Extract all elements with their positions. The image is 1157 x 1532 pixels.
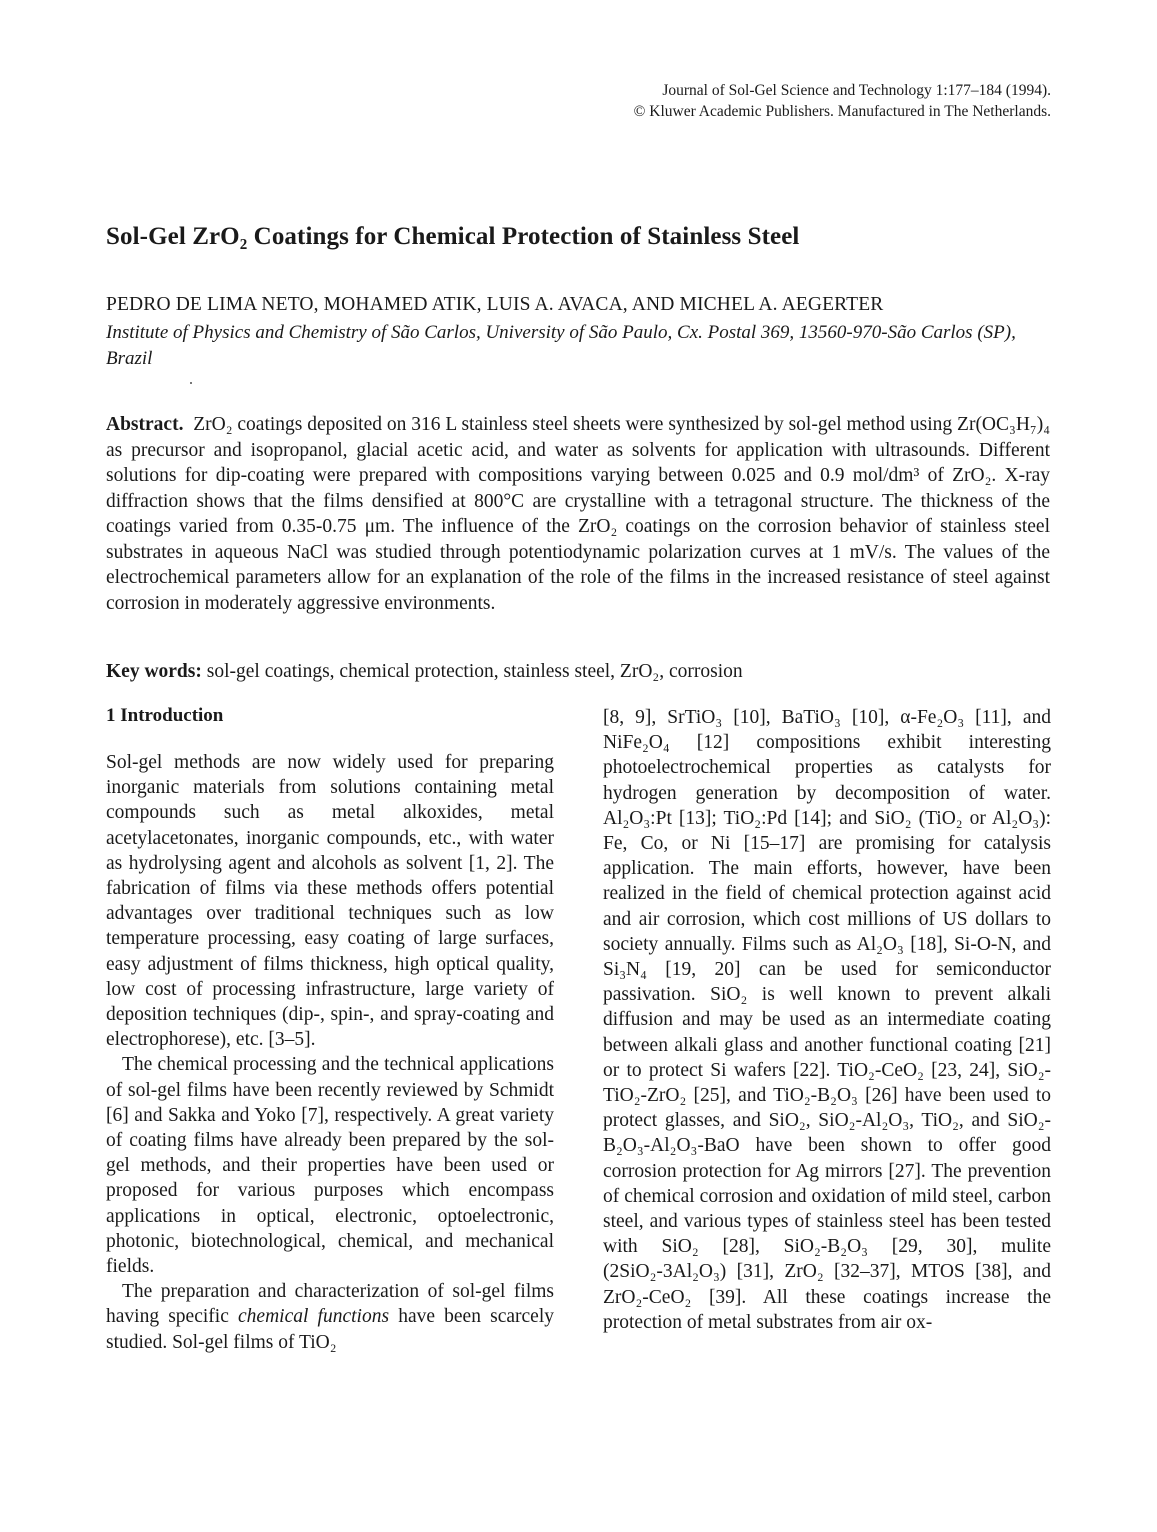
paper-title: Sol-Gel ZrO₂ Coatings for Chemical Protection of Stainless Steel <box>106 223 800 250</box>
left-column <box>106 703 554 1355</box>
abstract <box>106 412 1050 616</box>
intro-paragraph-3-continued: [8, 9], SrTiO₃ [10], BaTiO₃ [10], α-Fe₂O₃ [11], and NiFe₂O₄ [12] compositions exhibit interesting photoelectrochemical properties as catalysts for hydrogen generation by decomposition of water. Al₂O₃:Pt [13]; TiO₂:Pd [14]; and SiO₂ (TiO₂ or Al₂O₃): Fe, Co, or Ni [15–17] are promising for catalysis application. The main efforts, however, have been realized in the field of chemical protection against acid and air corrosion, which cost millions of US dollars to society annually. Films such as Al₂O₃ [18], Si-O-N, and Si₃N₄ [19, 20] can be used for semiconductor passivation. SiO₂ is well known to prevent alkali diffusion and may be used as an intermediate coating between alkali glass and another functional coating [21] or to protect Si wafers [22]. TiO₂-CeO₂ [23, 24], SiO₂-TiO₂-ZrO₂ [25], and TiO₂-B₂O₃ [26] have been used to protect glasses, and SiO₂, SiO₂-Al₂O₃, TiO₂, and SiO₂-B₂O₃-Al₂O₃-BaO have been shown to offer good corrosion protection for Ag mirrors [27]. The prevention of chemical corrosion and oxidation of mild steel, carbon steel, and various types of stainless steel has been tested with SiO₂ [28], SiO₂-B₂O₃ [29, 30], mulite (2SiO₂-3Al₂O₃) [31], ZrO₂ [32–37], MTOS [38], and ZrO₂-CeO₂ [39]. All these coatings increase the protection of metal substrates from air ox- <box>603 707 1051 1333</box>
copyright-line: © Kluwer Academic Publishers. Manufactured in The Netherlands. <box>633 103 1051 120</box>
journal-header <box>634 80 1051 122</box>
intro-p3-end: have been scarcely studied. Sol-gel films of TiO₂ <box>106 1306 554 1353</box>
keywords <box>106 661 743 683</box>
intro-paragraph-3 <box>106 1279 554 1355</box>
abstract-text: ZrO₂ coatings deposited on 316 L stainless steel sheets were synthesized by sol-gel method using Zr(OC₃H₇)₄ as precursor and isopropanol, glacial acetic acid, and water as solvents for application with ultrasounds. Different solutions for dip-coating were prepared with compositions varying between 0.025 and 0.9 mol/dm³ of ZrO₂. X-ray diffraction shows that the films densified at 800°C are crystalline with a tetragonal structure. The thickness of the coatings varied from 0.35-0.75 μm. The influence of the ZrO₂ coatings on the corrosion behavior of stainless steel substrates in aqueous NaCl was studied through potentiodynamic polarization curves at 1 mV/s. The values of the electrochemical parameters allow for an explanation of the role of the films in the increased resistance of steel against corrosion in moderately aggressive environments. <box>106 414 1050 614</box>
section-heading-introduction: 1 Introduction <box>106 705 224 726</box>
intro-paragraph-2: The chemical processing and the technical applications of sol-gel films have been recently reviewed by Schmidt [6] and Sakka and Yoko [7], respectively. A great variety of coating films have already been prepared by the sol-gel methods, and their properties have been used or proposed for various purposes which encompass applications in optical, electronic, optoelectronic, photonic, biotechnological, chemical, and mechanical fields. <box>106 1054 554 1278</box>
affiliation: Institute of Physics and Chemistry of São Carlos, University of São Paulo, Cx. Postal 369, 13560-970-São Carlos (SP), Brazil <box>106 322 1016 369</box>
abstract-label: Abstract. <box>106 414 184 435</box>
intro-p3-start: The preparation and characterization of sol-gel films having specific <box>106 1281 554 1328</box>
intro-p3-emphasis: chemical functions <box>238 1306 390 1328</box>
author-list: PEDRO DE LIMA NETO, MOHAMED ATIK, LUIS A. AVACA, AND MICHEL A. AEGERTER <box>106 294 884 315</box>
intro-paragraph-1: Sol-gel methods are now widely used for preparing inorganic materials from solutions containing metal compounds such as metal alkoxides, metal acetylacetonates, inorganic compounds, etc., with water as hydrolysing agent and alcohols as solvent [1, 2]. The fabrication of films via these methods offers potential advantages over traditional techniques such as low temperature processing, easy coating of large surfaces, easy adjustment of films thickness, high optical quality, low cost of processing infrastructure, large variety of deposition techniques (dip-, spin-, and spray-coating and electrophorese), etc. [3–5]. <box>106 752 554 1051</box>
stray-mark <box>190 382 192 384</box>
right-column <box>603 705 1051 1335</box>
journal-citation: Journal of Sol-Gel Science and Technology 1:177–184 (1994). <box>662 82 1051 99</box>
keywords-label: Key words: <box>106 661 202 682</box>
keywords-text: sol-gel coatings, chemical protection, stainless steel, ZrO₂, corrosion <box>206 661 743 682</box>
